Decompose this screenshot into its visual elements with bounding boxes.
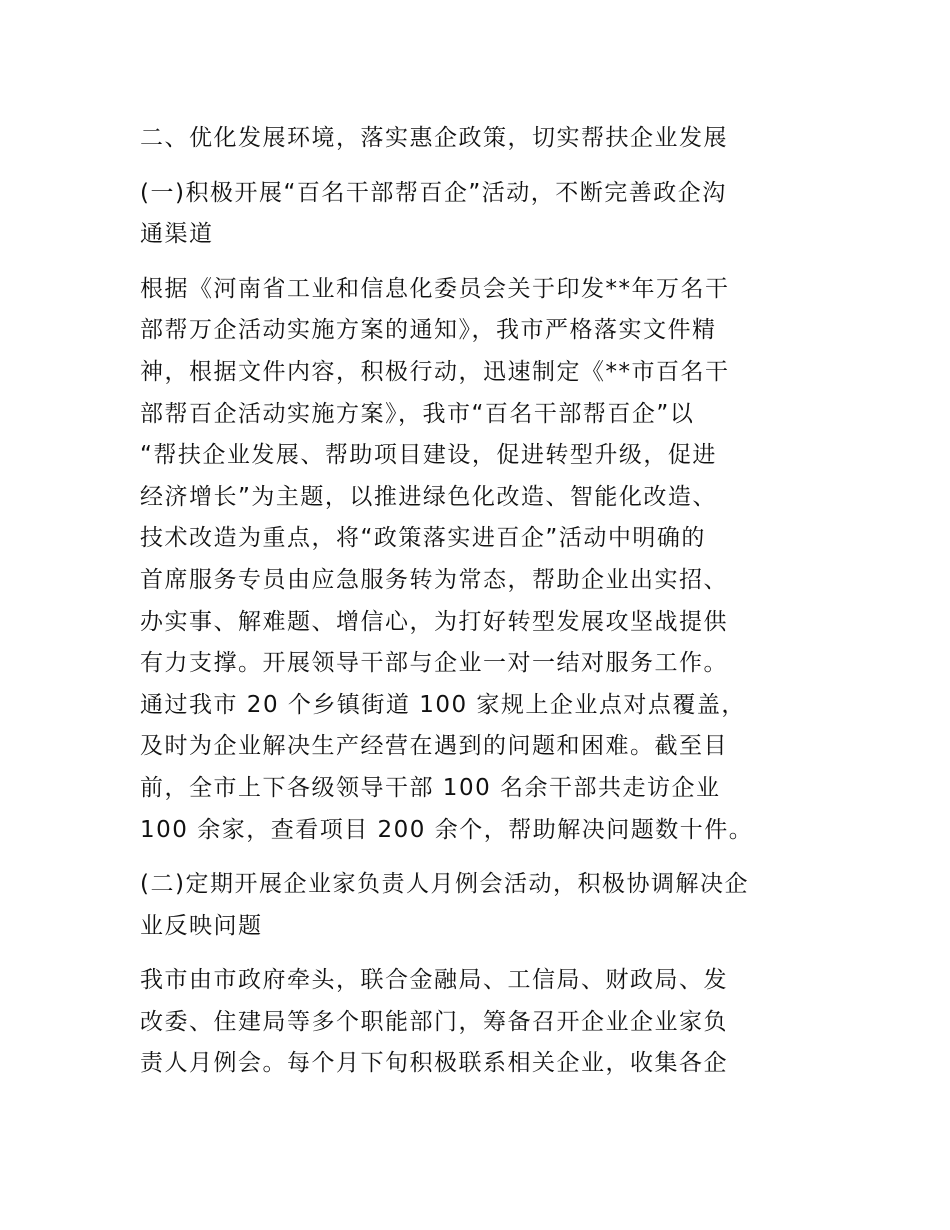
subsection-1-heading — [140, 173, 820, 256]
document-page — [140, 118, 820, 1085]
text-line: 部帮百企活动实施方案》，我市“百名干部帮百企”以 — [140, 400, 695, 427]
text-line: 部帮万企活动实施方案的通知》，我市严格落实文件精 — [140, 317, 717, 344]
paragraph-2 — [140, 960, 820, 1085]
subsection-2-heading — [140, 864, 820, 947]
text-line: 改委、住建局等多个职能部门，筹备召开企业企业家负 — [140, 1008, 728, 1035]
paragraph-1 — [140, 269, 820, 851]
text-line: 神，根据文件内容，积极行动，迅速制定《**市百名干 — [140, 358, 730, 385]
section-heading — [140, 118, 820, 160]
text-line: 根据《河南省工业和信息化委员会关于印发**年万名干 — [140, 275, 730, 302]
text-line: 二、优化发展环境，落实惠企政策，切实帮扶企业发展 — [140, 125, 728, 151]
text-line: 经济增长”为主题，以推进绿色化改造、智能化改造、 — [140, 483, 717, 510]
text-line: “帮扶企业发展、帮助项目建设，促进转型升级，促进 — [140, 442, 717, 469]
text-line: 业反映问题 — [140, 912, 263, 939]
text-line: 责人月例会。每个月下旬积极联系相关企业，收集各企 — [140, 1050, 728, 1077]
text-line: 有力支撑。开展领导干部与企业一对一结对服务工作。 — [140, 650, 728, 677]
text-line: 首席服务专员由应急服务转为常态，帮助企业出实招、 — [140, 566, 728, 593]
text-line: 技术改造为重点，将“政策落实进百企”活动中明确的 — [140, 525, 706, 552]
text-line: 通渠道 — [140, 221, 214, 248]
text-line: 通过我市 20 个乡镇街道 100 家规上企业点对点覆盖， — [140, 691, 746, 718]
text-line: (二)定期开展企业家负责人月例会活动，积极协调解决企 — [140, 871, 749, 898]
text-line: (一)积极开展“百名干部帮百企”活动，不断完善政企沟 — [140, 179, 727, 206]
text-line: 办实事、解难题、增信心，为打好转型发展攻坚战提供 — [140, 608, 728, 635]
text-line: 及时为企业解决生产经营在遇到的问题和困难。截至目 — [140, 733, 728, 760]
text-line: 我市由市政府牵头，联合金融局、工信局、财政局、发 — [140, 967, 728, 994]
text-line: 100 余家，查看项目 200 余个，帮助解决问题数十件。 — [140, 816, 754, 843]
text-line: 前，全市上下各级领导干部 100 名余干部共走访企业 — [140, 774, 721, 801]
